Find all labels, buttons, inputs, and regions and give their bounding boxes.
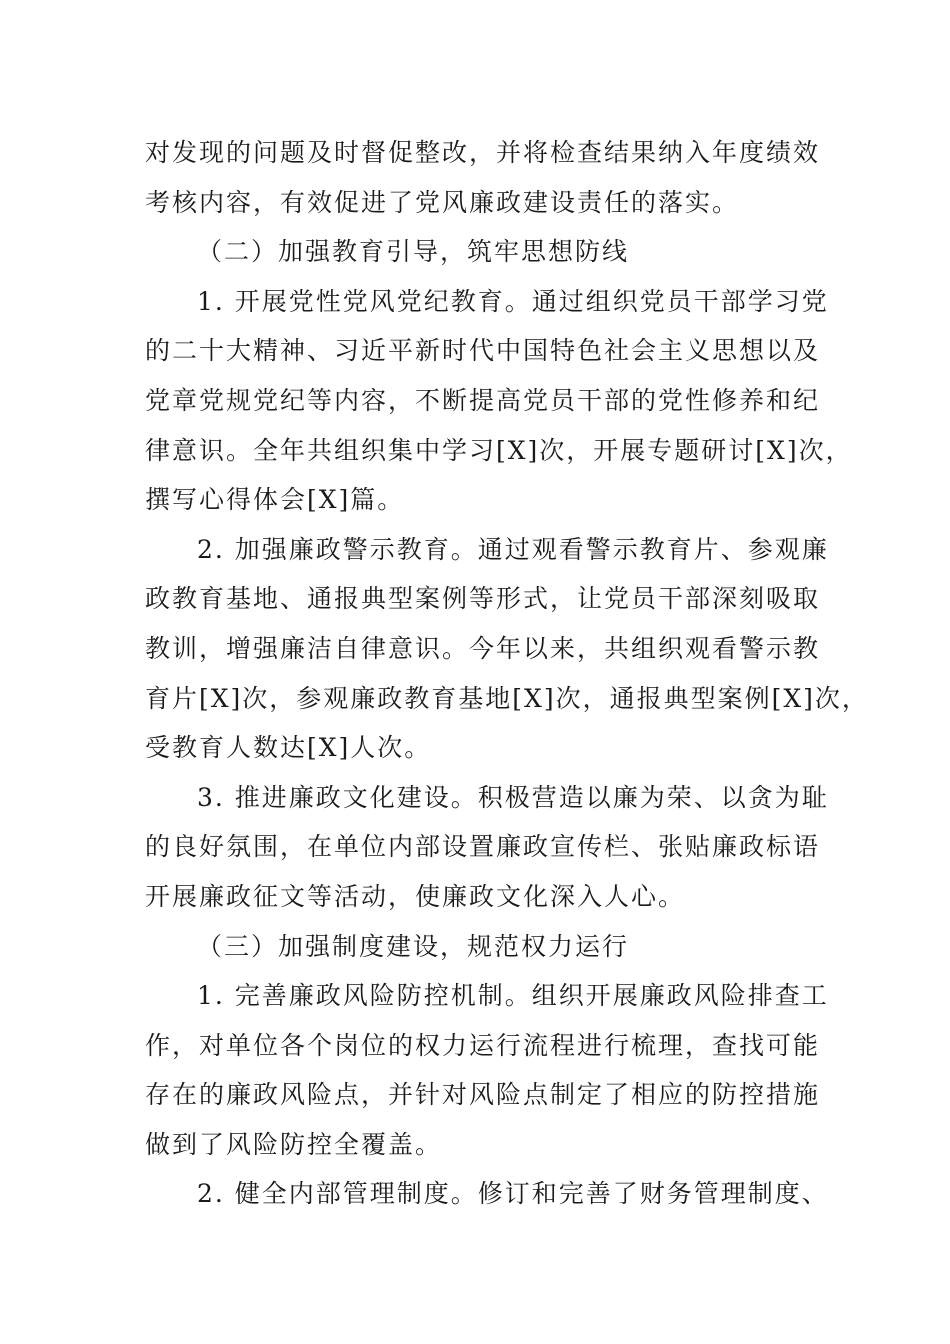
body-text-line: 的二十大精神、习近平新时代中国特色社会主义思想以及 <box>145 336 821 366</box>
body-text-line: 党章党规党纪等内容，不断提高党员干部的党性修养和纪 <box>145 385 821 415</box>
body-text-line: 考核内容，有效促进了党风廉政建设责任的落实。 <box>145 187 740 217</box>
paragraph-start-line: 1. 完善廉政风险防控机制。组织开展廉政风险排查工 <box>197 981 829 1011</box>
body-text-line: 对发现的问题及时督促整改，并将检查结果纳入年度绩效 <box>145 138 821 167</box>
body-text-line: 教训，增强廉洁自律意识。今年以来，共组织观看警示教 <box>145 633 821 663</box>
section-heading-2: （二）加强教育引导，筑牢思想防线 <box>197 237 630 267</box>
body-text-line: 开展廉政征文等活动，使廉政文化深入人心。 <box>145 881 686 911</box>
body-text-line: 存在的廉政风险点，并针对风险点制定了相应的防控措施 <box>145 1080 821 1110</box>
section-heading-3: （三）加强制度建设，规范权力运行 <box>197 931 630 961</box>
paragraph-start-line: 3. 推进廉政文化建设。积极营造以廉为荣、以贪为耻 <box>197 782 829 812</box>
body-text-line: 育片[X]次，参观廉政教育基地[X]次，通报典型案例[X]次， <box>145 683 869 713</box>
body-text-line: 做到了风险防控全覆盖。 <box>145 1129 443 1159</box>
paragraph-start-line: 2. 加强廉政警示教育。通过观看警示教育片、参观廉 <box>197 534 829 564</box>
body-text-line: 撰写心得体会[X]篇。 <box>145 485 405 515</box>
body-text-line: 作，对单位各个岗位的权力运行流程进行梳理，查找可能 <box>145 1030 821 1060</box>
paragraph-start-line: 2. 健全内部管理制度。修订和完善了财务管理制度、 <box>197 1179 829 1209</box>
body-text-line: 受教育人数达[X]人次。 <box>145 733 432 763</box>
paragraph-start-line: 1. 开展党性党风党纪教育。通过组织党员干部学习党 <box>197 286 829 316</box>
document-body <box>145 128 869 1219</box>
body-text-line: 政教育基地、通报典型案例等形式，让党员干部深刻吸取 <box>145 584 821 614</box>
body-text-line: 的良好氛围，在单位内部设置廉政宣传栏、张贴廉政标语 <box>145 832 821 862</box>
body-text-line: 律意识。全年共组织集中学习[X]次，开展专题研讨[X]次， <box>145 435 853 465</box>
